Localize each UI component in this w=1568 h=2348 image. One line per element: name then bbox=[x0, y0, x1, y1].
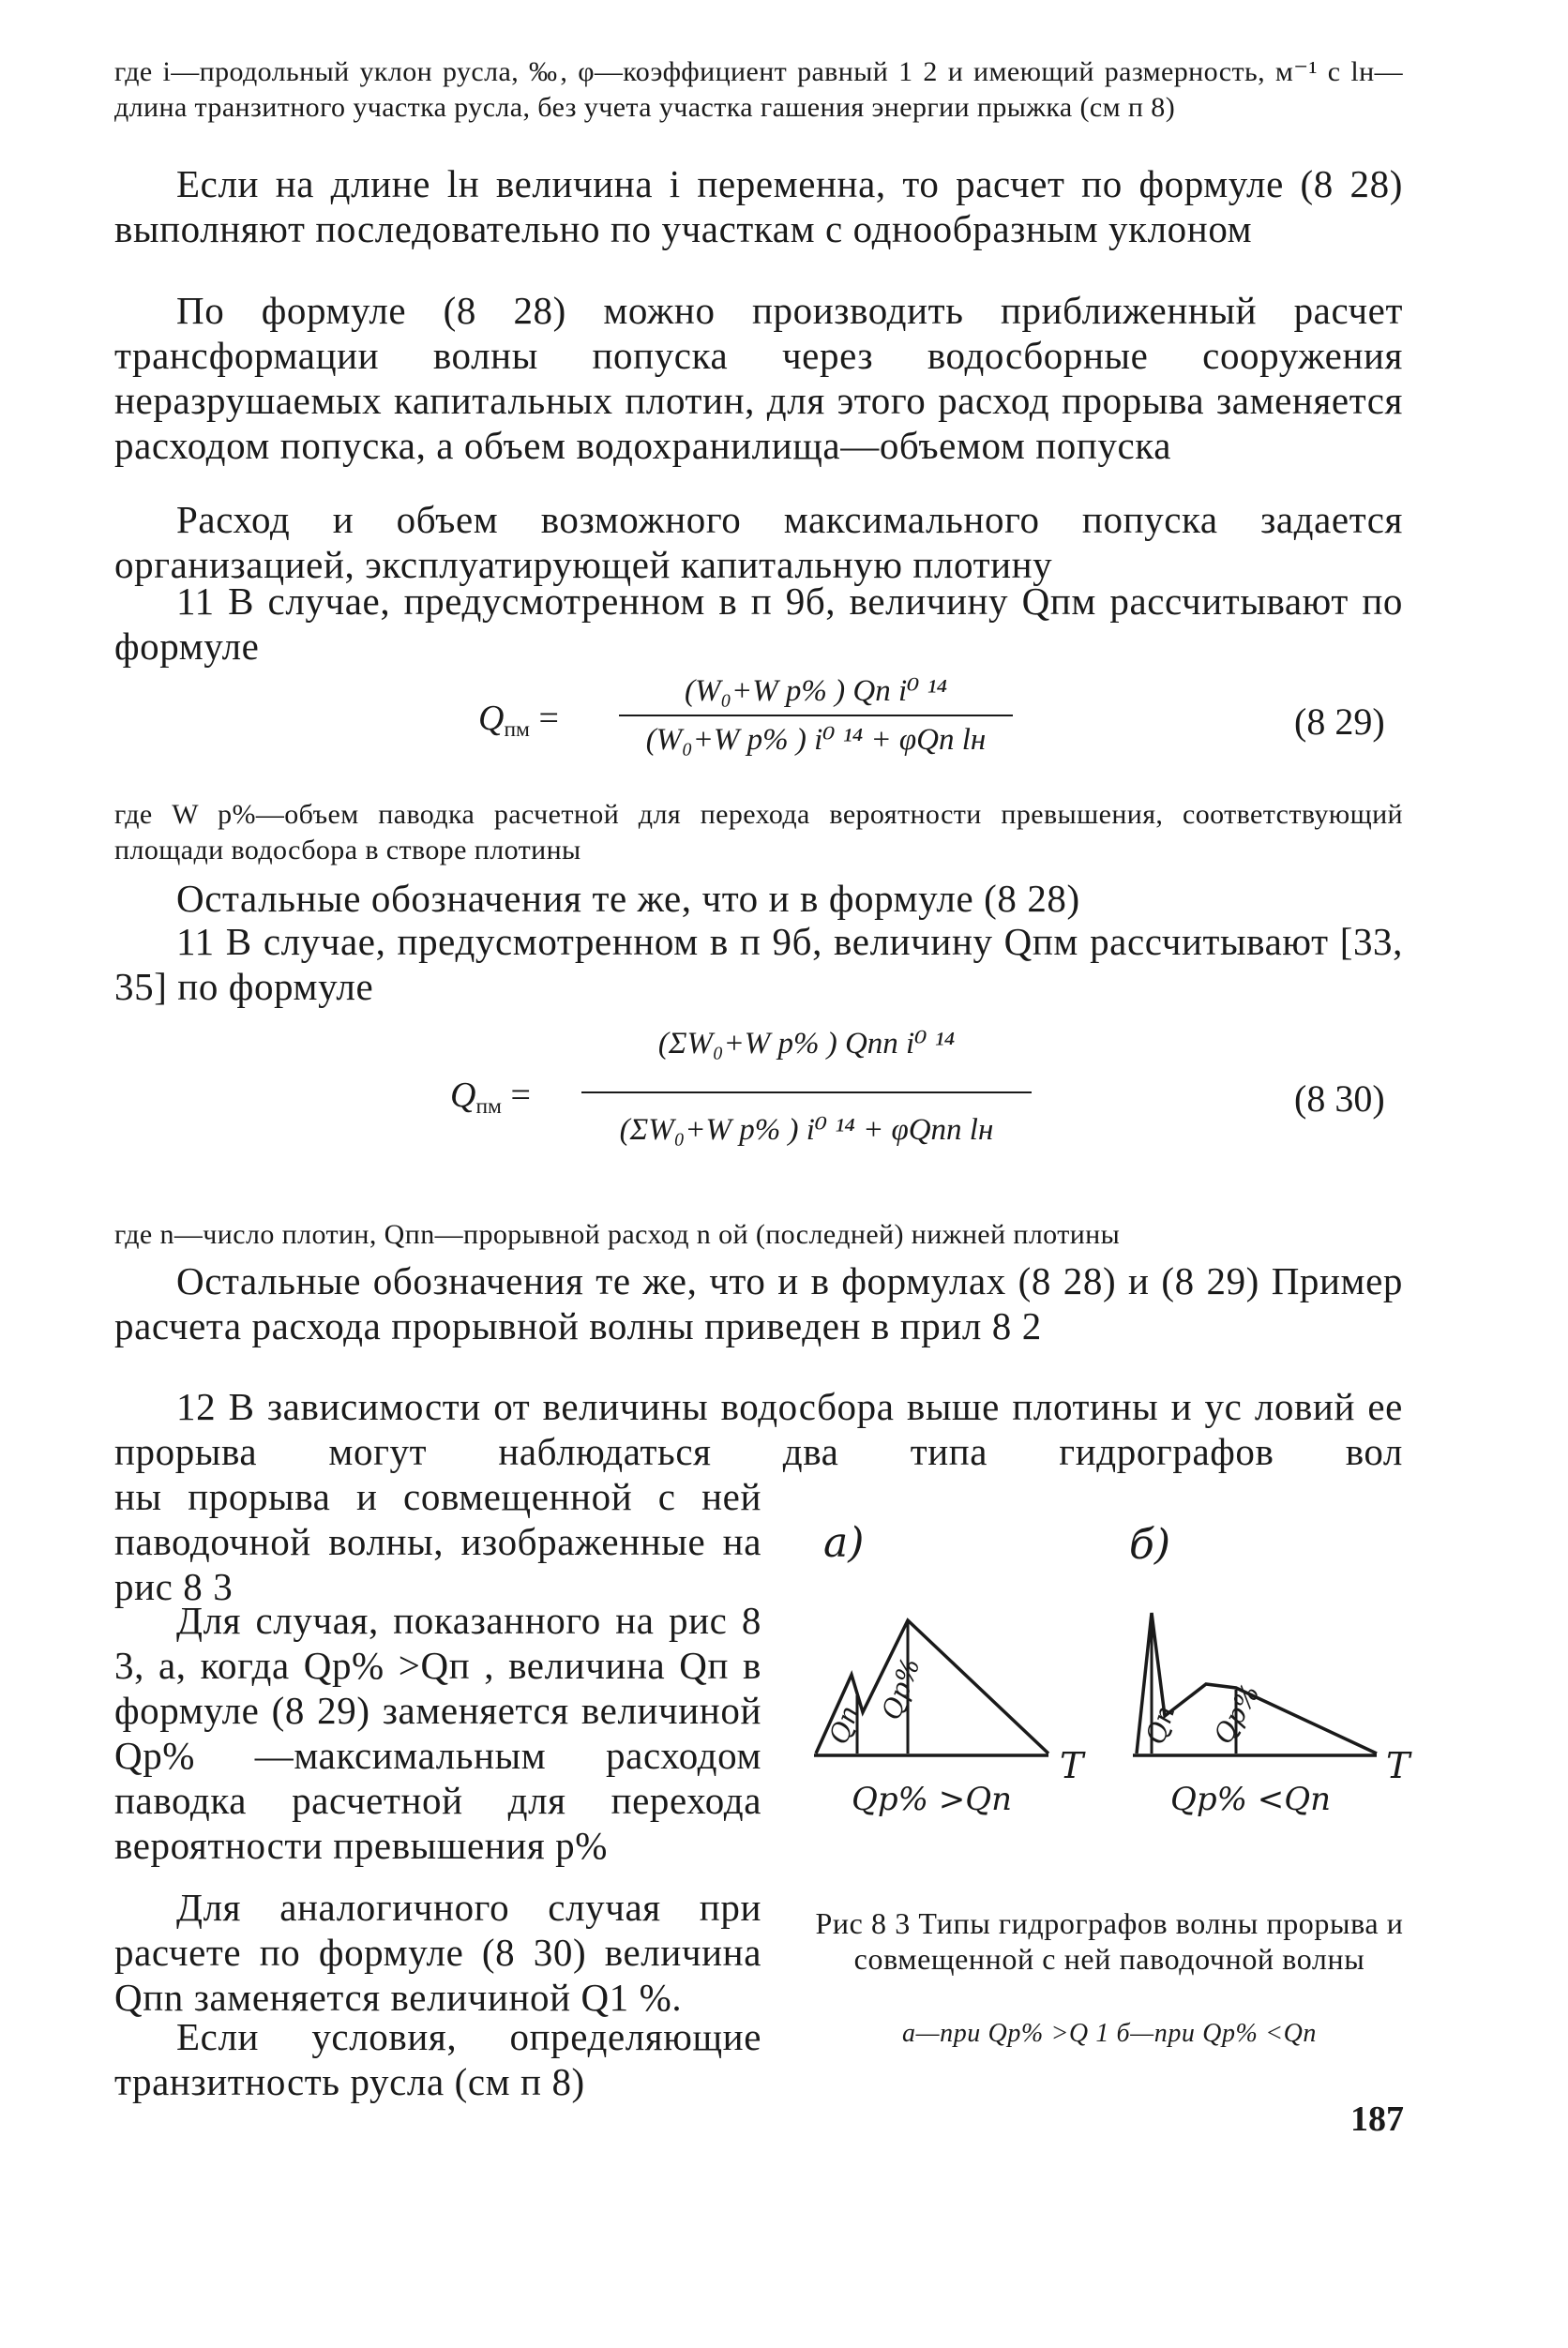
figure-8-3 bbox=[795, 1500, 1414, 1894]
paragraph-11: Если условия, определяющие транзитность русла (см п 8) bbox=[114, 2015, 761, 2103]
condition-a: Qр% >Qп bbox=[852, 1781, 1013, 1818]
formula-8-29-bar bbox=[619, 715, 1013, 716]
curve-label-qp-b: Qр% bbox=[1207, 1678, 1266, 1750]
paragraph-3: Расход и объем возможного максимального попуска задается организацией, эксплуатирующей капитальную плотину bbox=[114, 498, 1403, 586]
formula-8-29-numerator: (W₀+W р% ) Qп i⁰ ¹⁴ bbox=[684, 674, 948, 708]
panel-label-b: б) bbox=[1129, 1521, 1171, 1569]
curve-label-qn-a: Qп bbox=[822, 1701, 866, 1749]
formula-8-29 bbox=[478, 671, 1407, 775]
paragraph-4: 11 В случае, предусмотренном в п 9б, величину Qпм рассчитывают по формуле bbox=[114, 579, 1403, 668]
hydrograph-figure bbox=[795, 1500, 1414, 1894]
note-8-29: где W р%—объем паводка расчетной для перехода вероятности превышения, соответствующий площади водосбора в створе плотины bbox=[114, 799, 1403, 865]
axis-t-b: T bbox=[1386, 1745, 1410, 1786]
figure-caption: Рис 8 3 Типы гидрографов волны прорыва и совмещенной с ней паводочной волны bbox=[815, 1906, 1404, 1976]
formula-8-30 bbox=[450, 1005, 1407, 1183]
formula-8-29-lhs: $Q_{пм}$ = bbox=[478, 699, 559, 743]
paragraph-6: 11 В случае, предусмотренном в п 9б, величину Qпм рассчитывают [33, 35] по формуле bbox=[114, 920, 1403, 1008]
formula-8-30-number: (8 30) bbox=[1294, 1077, 1385, 1120]
formula-8-30-denominator: (ΣW₀+W р% ) i⁰ ¹⁴ + φQпn lн bbox=[619, 1113, 994, 1147]
figure-legend: а—при Qр% >Q 1 б—при Qр% <Qп bbox=[902, 2019, 1317, 2048]
curve-label-qp-a: Qр% bbox=[875, 1653, 927, 1724]
paragraph-8: 12 В зависимости от величины водосбора выше плотины и ус ловий ее прорыва могут наблюдаться два типа гидрографов вол bbox=[114, 1385, 1403, 1473]
panel-label-a: а) bbox=[823, 1519, 865, 1567]
paragraph-2: По формуле (8 28) можно производить приближенный расчет трансформации волны попуска через водосборные сооружения неразрушаемых капитальных плотин, для этого расход прорыва заменяется расходом попуска, а объем водохранилища—объемом попуска bbox=[114, 289, 1403, 467]
note-top: где i—продольный уклон русла, ‰, φ—коэффициент равный 1 2 и имеющий размерность, м⁻¹ с lн—длина транзитного участка русла, без учета участка гашения энергии прыжка (см п 8) bbox=[114, 56, 1403, 123]
page-number: 187 bbox=[1350, 2100, 1404, 2139]
formula-8-29-number: (8 29) bbox=[1294, 700, 1385, 743]
condition-b: Qр% <Qп bbox=[1170, 1781, 1332, 1818]
curve-label-qn-b: Qп bbox=[1139, 1701, 1182, 1749]
formula-8-30-bar bbox=[581, 1091, 1032, 1093]
paragraph-8-cont: ны прорыва и совмещенной с ней паводочной волны, изображенные на рис 8 3 bbox=[114, 1475, 761, 1608]
paragraph-10: Для аналогичного случая при расчете по формуле (8 30) величина Qпn заменяется величиной Q1 %. bbox=[114, 1886, 761, 2019]
paragraph-9: Для случая, показанного на рис 8 3, а, когда Qр% >Qп , величина Qп в формуле (8 29) заменяется величиной Qр% —максимальным расходом паводка расчетной для перехода вероятности превышения р% bbox=[114, 1599, 761, 1867]
note-8-30: где n—число плотин, Qпn—прорывной расход n ой (последней) нижней плотины bbox=[114, 1219, 1121, 1250]
formula-8-29-denominator: (W₀+W р% ) i⁰ ¹⁴ + φQп lн bbox=[645, 723, 987, 757]
paragraph-5: Остальные обозначения те же, что и в формуле (8 28) bbox=[176, 877, 1080, 920]
formula-8-30-lhs: $Q_{пм}$ = bbox=[450, 1076, 531, 1120]
paragraph-1: Если на длине lн величина i переменна, то расчет по формуле (8 28) выполняют последовательно по участкам с однообразным уклоном bbox=[114, 162, 1403, 250]
formula-8-30-numerator: (ΣW₀+W р% ) Qпn i⁰ ¹⁴ bbox=[657, 1027, 956, 1061]
axis-t-a: T bbox=[1060, 1745, 1084, 1786]
paragraph-7: Остальные обозначения те же, что и в формулах (8 28) и (8 29) Пример расчета расхода прорывной волны приведен в прил 8 2 bbox=[114, 1259, 1403, 1347]
